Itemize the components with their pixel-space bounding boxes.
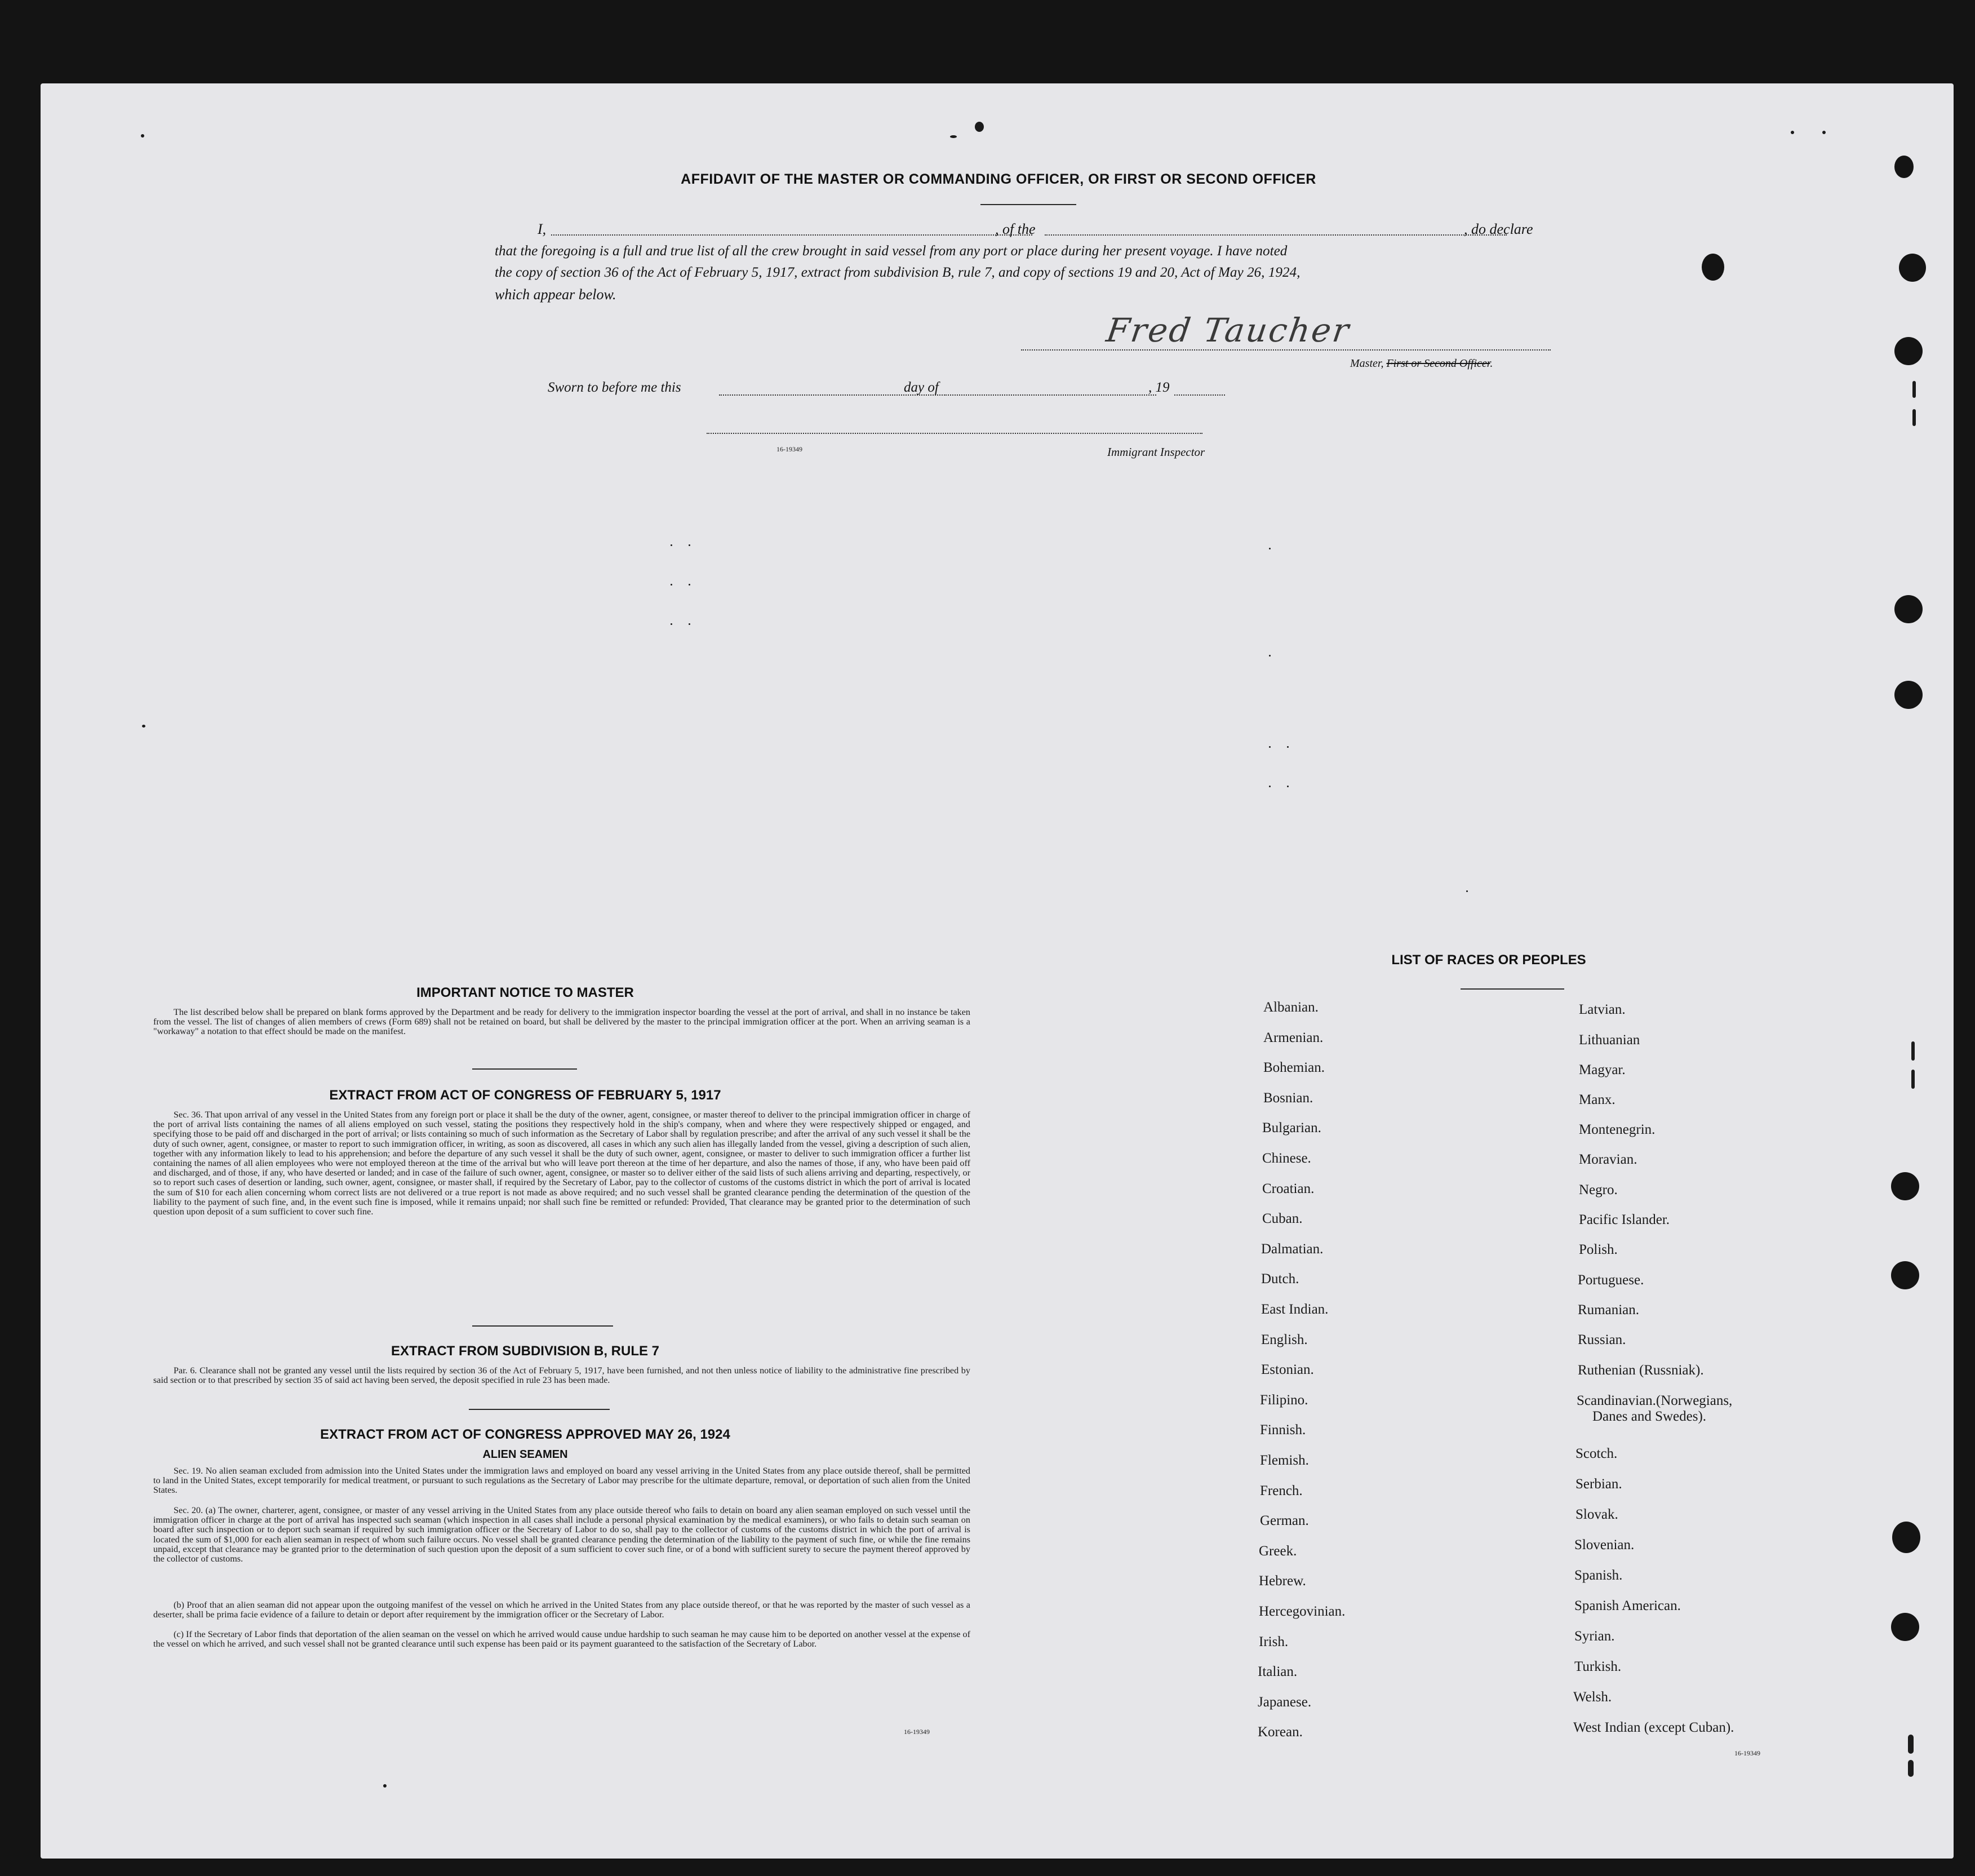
race-item: German. [1260,1513,1309,1528]
race-item: West Indian (except Cuban). [1573,1720,1734,1735]
race-item: Croatian. [1262,1181,1315,1196]
race-item: Danes and Swedes). [1592,1409,1707,1424]
act1924-subtitle: ALIEN SEAMEN [482,1448,568,1461]
divider [472,1325,613,1327]
race-item: Estonian. [1261,1362,1314,1377]
race-item: Flemish. [1260,1453,1309,1468]
race-item: Japanese. [1258,1695,1312,1710]
caption-master: Master, [1350,357,1384,370]
edge-mark [1908,1760,1914,1777]
race-item: Slovenian. [1574,1537,1635,1553]
race-item: French. [1260,1483,1303,1498]
race-item: Portuguese. [1578,1272,1644,1288]
speck [689,623,690,625]
race-item: Turkish. [1574,1659,1622,1674]
race-item: Spanish American. [1574,1598,1681,1613]
punch-hole [1892,1522,1920,1553]
edge-mark [1912,381,1916,398]
edge-mark [1912,409,1916,426]
punch-hole [1894,681,1923,709]
affidavit-line-4: which appear below. [495,286,616,303]
act1924-sec20c: (c) If the Secretary of Labor finds that deportation of the alien seaman on the vessel on which he arrived would cause undue hardship to such seaman he may cause him to be deported on another vessel at the expense of the vessel on which he arrived, and such vessel shall not be granted clearance until such expense has been paid or its payment guaranteed to the satisfaction of the Secretary of Labor. [153,1629,970,1649]
act1924-title: EXTRACT FROM ACT OF CONGRESS APPROVED MAY 26, 1924 [320,1427,730,1442]
race-item: Negro. [1579,1182,1618,1198]
name-blank[interactable] [551,234,1032,236]
speck [671,544,672,546]
affidavit-declare: , do declare [1464,221,1533,237]
race-item: Dutch. [1261,1271,1299,1287]
speck [950,135,957,138]
title-underline [980,204,1076,205]
notice-title: IMPORTANT NOTICE TO MASTER [416,985,634,1000]
rule7-title: EXTRACT FROM SUBDIVISION B, RULE 7 [390,1343,660,1359]
inspector-caption: Immigrant Inspector [1107,445,1205,459]
race-item: Hebrew. [1259,1573,1306,1589]
rule7-text: Par. 6. Clearance shall not be granted any vessel until the lists required by section 36 of the Act of February 5, 1917, have been furnished, and not then unless notice of liability to the administrative fine prescribed by said section or to that prescribed by section 35 of said act having been served, the deposit specified in rule 23 has been made. [153,1365,970,1386]
race-item: Welsh. [1573,1689,1612,1705]
race-item: Armenian. [1263,1030,1324,1045]
signature: Fred Taucher [1104,311,1353,349]
race-item: East Indian. [1261,1302,1329,1317]
signature-line[interactable] [1021,349,1551,351]
sworn-day-of: day of [904,380,939,395]
speck [1287,786,1289,787]
race-item: Irish. [1259,1634,1289,1649]
affidavit-line-2: that the foregoing is a full and true list of all the crew brought in said vessel from any port or place during her present voyage. I have noted [495,243,1288,259]
form-number-right: 16-19349 [1734,1749,1760,1757]
divider [469,1409,610,1410]
speck [975,122,984,132]
punch-hole [1894,156,1914,178]
punch-hole [1894,337,1923,365]
speck [671,584,672,586]
punch-hole [1891,1172,1919,1200]
races-underline [1461,988,1564,990]
affidavit-i: I, [538,221,547,237]
speck [1287,746,1289,748]
races-title: LIST OF RACES OR PEOPLES [1391,952,1586,968]
race-item: Pacific Islander. [1579,1212,1670,1227]
inspector-line[interactable] [707,433,1202,434]
vessel-blank[interactable] [1045,234,1507,236]
sworn-year-blank[interactable] [1174,394,1225,396]
race-item: Scandinavian.(Norwegians, [1577,1393,1733,1408]
affidavit-of-the: , of the [995,221,1036,237]
punch-hole [1891,1261,1919,1289]
race-item: Rumanian. [1578,1302,1640,1318]
act1924-sec20b: (b) Proof that an alien seaman did not appear upon the outgoing manifest of the vessel on which he arrived in the United States from any place outside thereof, or that he was reported by the master of such vessel as a deserter, shall be prima facie evidence of a failure to detain or deport after requirement by the immigration officer or the Secretary of Labor. [153,1600,970,1620]
race-item: Serbian. [1575,1476,1622,1492]
form-number-top: 16-19349 [776,445,802,453]
act1924-sec20a: Sec. 20. (a) The owner, charterer, agent, consignee, or master of any vessel arriving in the United States from any place outside thereof who fails to detain on board any alien seaman employed on such vessel until the immigration officer in charge at the port of arrival has inspected such seaman (which inspection in all cases shall include a personal physical examination by the medical examiners), or who fails to detain such seaman on board after such inspection or to deport such seaman if required by such immigration officer or the Secretary of Labor to do so, shall pay to the collector of customs of the customs district in which the port of arrival is located the sum of $1,000 for each alien seaman in respect of whom such failure occurs. No vessel shall be granted clearance pending the determination of the liability to the payment of such fine, or while the fine remains unpaid, except that clearance may be granted prior to the determination of such question upon the deposit of a sum sufficient to cover such fine, or of a bond with sufficient surety to secure the payment thereof approved by the collector of customs. [153,1505,970,1564]
edge-mark [1911,1070,1915,1089]
act1917-title: EXTRACT FROM ACT OF CONGRESS OF FEBRUARY 5, 1917 [329,1088,721,1103]
race-item: Greek. [1259,1544,1297,1559]
race-item: Finnish. [1260,1422,1306,1438]
race-item: Slovak. [1575,1507,1618,1522]
race-item: Bohemian. [1263,1060,1325,1075]
speck [1269,548,1271,549]
race-item: Manx. [1579,1092,1615,1107]
race-item: Moravian. [1579,1152,1637,1167]
speck [689,544,690,546]
speck [383,1784,387,1788]
speck [141,134,144,138]
signature-caption [1350,357,1493,370]
sworn-year: , 19 [1148,380,1170,395]
race-item: Polish. [1579,1242,1618,1257]
divider [472,1068,577,1070]
race-item: Italian. [1258,1664,1298,1679]
race-item: Hercegovinian. [1259,1604,1346,1619]
form-sheet [41,83,1954,1859]
punch-hole [1894,595,1923,623]
affidavit-line-3: the copy of section 36 of the Act of February 5, 1917, extract from subdivision B, rule 7, and copy of sections 19 and 20, Act of May 26, 1924, [495,265,1301,280]
race-item: Korean. [1258,1724,1303,1740]
speck [689,584,690,586]
race-item: Russian. [1578,1332,1626,1347]
speck [142,725,145,728]
race-item: Scotch. [1575,1446,1618,1461]
speck [1269,786,1271,787]
act1924-sec19: Sec. 19. No alien seaman excluded from admission into the United States under the immigration laws and employed on board any vessel arriving in the United States from any place outside thereof, shall be permitted to land in the United States, except temporarily for medical treatment, or pursuant to such regulations as the Secretary of Labor may prescribe for the ultimate departure, removal, or deportation of such alien from the United States. [153,1466,970,1496]
caption-struck: First or Second Officer [1386,357,1490,370]
speck [671,623,672,625]
notice-text: The list described below shall be prepared on blank forms approved by the Department and be ready for delivery to the immigration inspector boarding the vessel at the port of arrival, and shall in no instance be taken from the vessel. The list of changes of alien members of crews (Form 689) shall not be retained on board, but shall be delivered by the master to the principal immigration officer at the port. When an arriving seaman is a "workaway" a notation to that effect should be made on the manifest. [153,1007,970,1037]
speck [1822,131,1826,134]
punch-hole [1891,1613,1919,1641]
edge-mark [1908,1735,1914,1754]
sworn-month-blank[interactable] [948,394,1156,396]
race-item: Lithuanian [1579,1032,1640,1048]
sworn-text: Sworn to before me this [548,380,681,395]
race-item: Syrian. [1574,1629,1615,1644]
race-item: Spanish. [1574,1568,1623,1583]
affidavit-title: AFFIDAVIT OF THE MASTER OR COMMANDING OFFICER, OR FIRST OR SECOND OFFICER [681,171,1316,187]
race-item: English. [1261,1332,1308,1347]
speck [1269,746,1271,748]
race-item: Albanian. [1263,1000,1319,1015]
speck [1466,890,1468,892]
race-item: Magyar. [1579,1062,1626,1077]
race-item: Filipino. [1260,1392,1308,1408]
punch-hole [1899,254,1926,282]
race-item: Bulgarian. [1262,1120,1321,1136]
race-item: Cuban. [1262,1211,1303,1226]
race-item: Ruthenian (Russniak). [1578,1363,1704,1378]
act1917-text: Sec. 36. That upon arrival of any vessel in the United States from any foreign port or place it shall be the duty of the owner, agent, consignee, or master thereof to deliver to the principal immigration officer in charge of the port of arrival lists containing the names of all aliens employed on such vessel, stating the positions they respectively hold in the ship's company, when and where they were respectively shipped or engaged, and specifying those to be paid off and discharged in the port of arrival; or lists containing so much of such information as the Secretary of Labor shall by regulation prescribe; and after the arrival of any such vessel it shall be the duty of such owner, agent, consignee, or master to report to such immigration officer, in writing, as soon as discovered, all cases in which any such alien has illegally landed from the vessel, giving a description of such alien, together with any information likely to lead to his apprehension; and before the departure of any such vessel it shall be the duty of such owner, agent, consignee, or master to deliver to such immigration officer a further list containing the names of all alien employees who were not employed thereon at the time of the arrival but who will leave port thereon at the time of her departure, and also the names of those, if any, who have been paid off and discharged, and of those, if any, who have deserted or landed; and in case of the failure of such owner, agent, consignee, or master so to deliver either of the said lists of such aliens arriving and departing, respectively, or so to report such cases of desertion or landing, such owner, agent, consignee, or master shall, if required by the Secretary of Labor, pay to the collector of customs of the customs district in which the port of arrival is located the sum of $10 for each alien concerning whom correct lists are not delivered or a true report is not made as above required; and no such vessel shall be granted clearance pending the determination of the question of the liability to the payment of such fine, and, in the event such fine is imposed, while it remains unpaid; nor shall such fine be remitted or refunded: Provided, That clearance may be granted prior to the determination of such question upon deposit of a sum sufficient to cover such fine. [153,1110,971,1217]
race-item: Chinese. [1262,1151,1311,1166]
race-item: Bosnian. [1263,1090,1313,1106]
speck [1791,131,1794,134]
punch-hole [1702,254,1724,281]
caption-period: . [1490,357,1493,370]
race-item: Latvian. [1579,1002,1626,1017]
form-number-left: 16-19349 [904,1728,930,1736]
speck [1269,655,1271,657]
race-item: Montenegrin. [1579,1122,1656,1137]
race-item: Dalmatian. [1261,1241,1324,1257]
edge-mark [1911,1041,1915,1061]
